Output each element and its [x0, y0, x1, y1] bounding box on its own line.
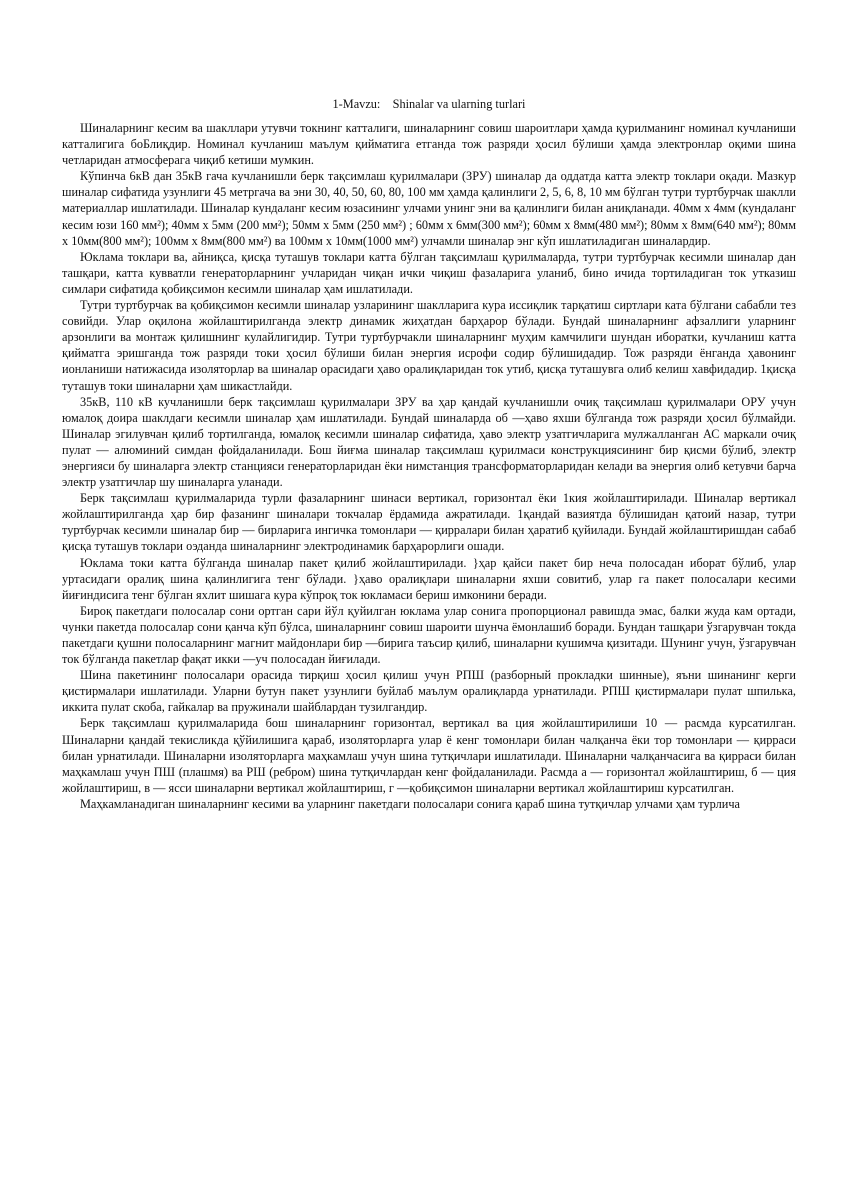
paragraph-9: Шина пакетининг полосалари орасида тирқиш ҳосил қилиш учун РПШ (разборный прокладки шинные), яъни шинанинг керги қистирмалари ишлатилади. Уларни бутун пакет узунлиги буйлаб маълум оралиқларда урнатилади. РПШ қистирмалари пулат шпилька, иккита пулат скоба, гайкалар ва пружинали шайблардан тузилгандир. [62, 668, 796, 715]
paragraph-5: 35кВ, 110 кВ кучланишли берк тақсимлаш қурилмалари ЗРУ ва ҳар қандай кучланишли очиқ тақсимлаш қурилмалари ОРУ учун юмалоқ доира шаклдаги кесимли шиналар ҳам ишлатилади. Бундай шиналарда об —ҳаво яхши бўлганда тож разряди ҳосил бўлмайди. Шиналар эгилувчан қилиб тортилганда, юмалоқ кесимли шиналар сифатида, ҳаво электр узатгичларига мулжалланган АС маркали очиқ пулат — алюминий симдан фойдаланилади. Бош йиғма шиналар тақсимлаш қурилмаси конструкциясининг бир қисми бўлиб, электр энергияси бу шиналарга электр станцияси генераторларидан ёки нимстанция трансформаторларидан келади ва энергия олиб кетувчи барча электр узатгичлар шу шиналарга уланади. [62, 394, 796, 490]
document-title: 1-Mavzu: Shinalar va ularning turlari [332, 97, 526, 111]
paragraph-2: Кўпинча 6кВ дан 35кВ гача кучланишли берк тақсимлаш қурилмалари (ЗРУ) шиналар да оддатда катта электр токлари оқади. Мазкур шиналар сифатида узунлиги 45 метргача ва эни 30, 40, 50, 60, 80, 100 мм ҳамда қалинлиги 2, 5, 6, 8, 10 мм бўлган тутри туртбурчак шаклли материаллар ишлатилади. Шиналар кундаланг кесим юзасининг улчами унинг эни ва қалинлиги билан аниқланади. 40мм х 4мм (кундаланг кесим юзи 160 мм²); 40мм х 5мм (200 мм²); 50мм х 5мм (250 мм²) ; 60мм х 6мм(300 мм²); 60мм х 8мм(480 мм²); 80мм х 8мм(640 мм²); 80мм х 10мм(800 мм²); 100мм х 8мм(800 мм²) ва 100мм х 10мм(1000 мм²) улчамли шиналар энг кўп ишлатиладиган шиналардир. [62, 169, 796, 248]
paragraph-6: Берк тақсимлаш қурилмаларида турли фазаларнинг шинаси вертикал, горизонтал ёки 1кия жойлаштирилади. Шиналар вертикал жойлаштирилганда ҳар бир фазанинг шиналари токчалар ёрдамида ажратилади. 1қандай вазиятда бўлишидан қатоий назар, тутри туртбурчак кесимли шиналар бир — бирларига ингичка томонлари — қирралари билан ҳаратиб қуйилади. Бундай жойлаштиришдан сабаб қисқа туташув токлари оэданда шиналарнинг электродинамик барҳарорлиги ошади. [62, 491, 796, 554]
paragraph-11: Маҳкамланадиган шиналарнинг кесими ва уларнинг пакетдаги полосалари сонига қараб шина тутқичлар улчами ҳам турлича [80, 796, 740, 811]
paragraph-8: Бироқ пакетдаги полосалар сони ортган сари йўл қуйилган юклама улар сонига пропорционал равишда эмас, балки жуда кам ортади, чунки пакетда полосалар сони қанча кўп бўлса, шиналарнинг совиш шароити шунча ёмонлашиб боради. Бундан ташқари ўзгарувчан токда пакетдаги қушни полосаларнинг магнит майдонлари бир —бирига таъсир қилиб, шиналарни кушимча қизитади. Шунинг учун, ўзгарувчан ток бўлганда пакетлар фақат икки —уч полосадан йиғилади. [62, 603, 796, 667]
paragraph-7: Юклама токи катта бўлганда шиналар пакет қилиб жойлаштирилади. }ҳар қайси пакет бир неча полосадан иборат бўлиб, улар уртасидаги оралиқ шина қалинлигига тенг бўлади. }ҳаво оралиқлари шиналарни яхши совитиб, улар га пакет полосалари кесими йиғиндисига тенг бўлган яхлит шишага кура кўпроқ ток юкламаси бериш имконини беради. [62, 555, 796, 602]
paragraph-10: Берк тақсимлаш қурилмаларида бош шиналарнинг горизонтал, вертикал ва ция жойлаштирилиши 10 — расмда курсатилган. Шиналарни қандай текисликда қўйилишига қараб, изоляторларга улар ё кенг томонлари билан чалқанча ёки тор томонлари — қирраси билан урнатилади. Шиналарни изоляторларга маҳкамлаш учун шина тутқичлари ишлатилади. Шиналарни чалқанчасига ва қирраси билан маҳкамлаш учун ПШ (плашмя) ва РШ (ребром) шина тутқичлардан кенг фойдаланилади. Расмда а — горизонтал жойлаштириш, б — ция жойлаштириш, в — ясси шиналарни вертикал жойлаштириш, г —қобиқсимон шиналарни вертикал жойлаштириш курсатилган. [62, 716, 796, 795]
paragraph-1: Шиналарнинг кесим ва шакллари утувчи токнинг катталиги, шиналарнинг совиш шароитлари ҳамда қурилманинг номинал кучланиши катталигига боБлиқдир. Номинал кучланиш маълум қийматига етганда тож разряди ҳосил бўлиши ҳамда электронлар оқими шина четларидан атмосферага чиқиб кетиши мумкин. [62, 121, 796, 168]
paragraph-3: Юклама токлари ва, айниқса, қисқа туташув токлари катта бўлган тақсимлаш қурилмаларда, тутри туртбурчак кесимли шиналар дан ташқари, катта кувватли генераторларнинг учларидан чиқан ички чиқиш фазаларига уланиб, бино ичида тортиладиган ток утказиш симлари сифатида қобиқсимон кесимли шиналар ҳам ишлатилади. [62, 249, 796, 296]
paragraph-4: Тутри туртбурчак ва қобиқсимон кесимли шиналар узларининг шаклларига кура иссиқлик тарқатиш сиртлари ката бўлгани сабабли тез совийди. Улар оқилона жойлаштирилганда электр динамик жиҳатдан барҳарор бўлади. Бундай шиналарнинг афзаллиги уларнинг арзонлиги ва монтаж қилишнинг кулайлигидир. Тутри туртбурчакли шиналарнинг муҳим камчилиги шундан иборатки, кучланиш катта қийматга эришганда тож разряди токи ҳосил бўлиши билан энергия исрофи содир бўлишидадир. Тож разряди ёнганда ҳавонинг ионланиши натижасида изоляторлар ва шиналар орасидаги ҳаво оралиқларидан ток утиб, қисқа туташувга олиб келиш хавфидадир. 1қисқа туташув токи шиналарни ҳам шикастлайди. [62, 298, 796, 393]
document-page [62, 96, 796, 812]
